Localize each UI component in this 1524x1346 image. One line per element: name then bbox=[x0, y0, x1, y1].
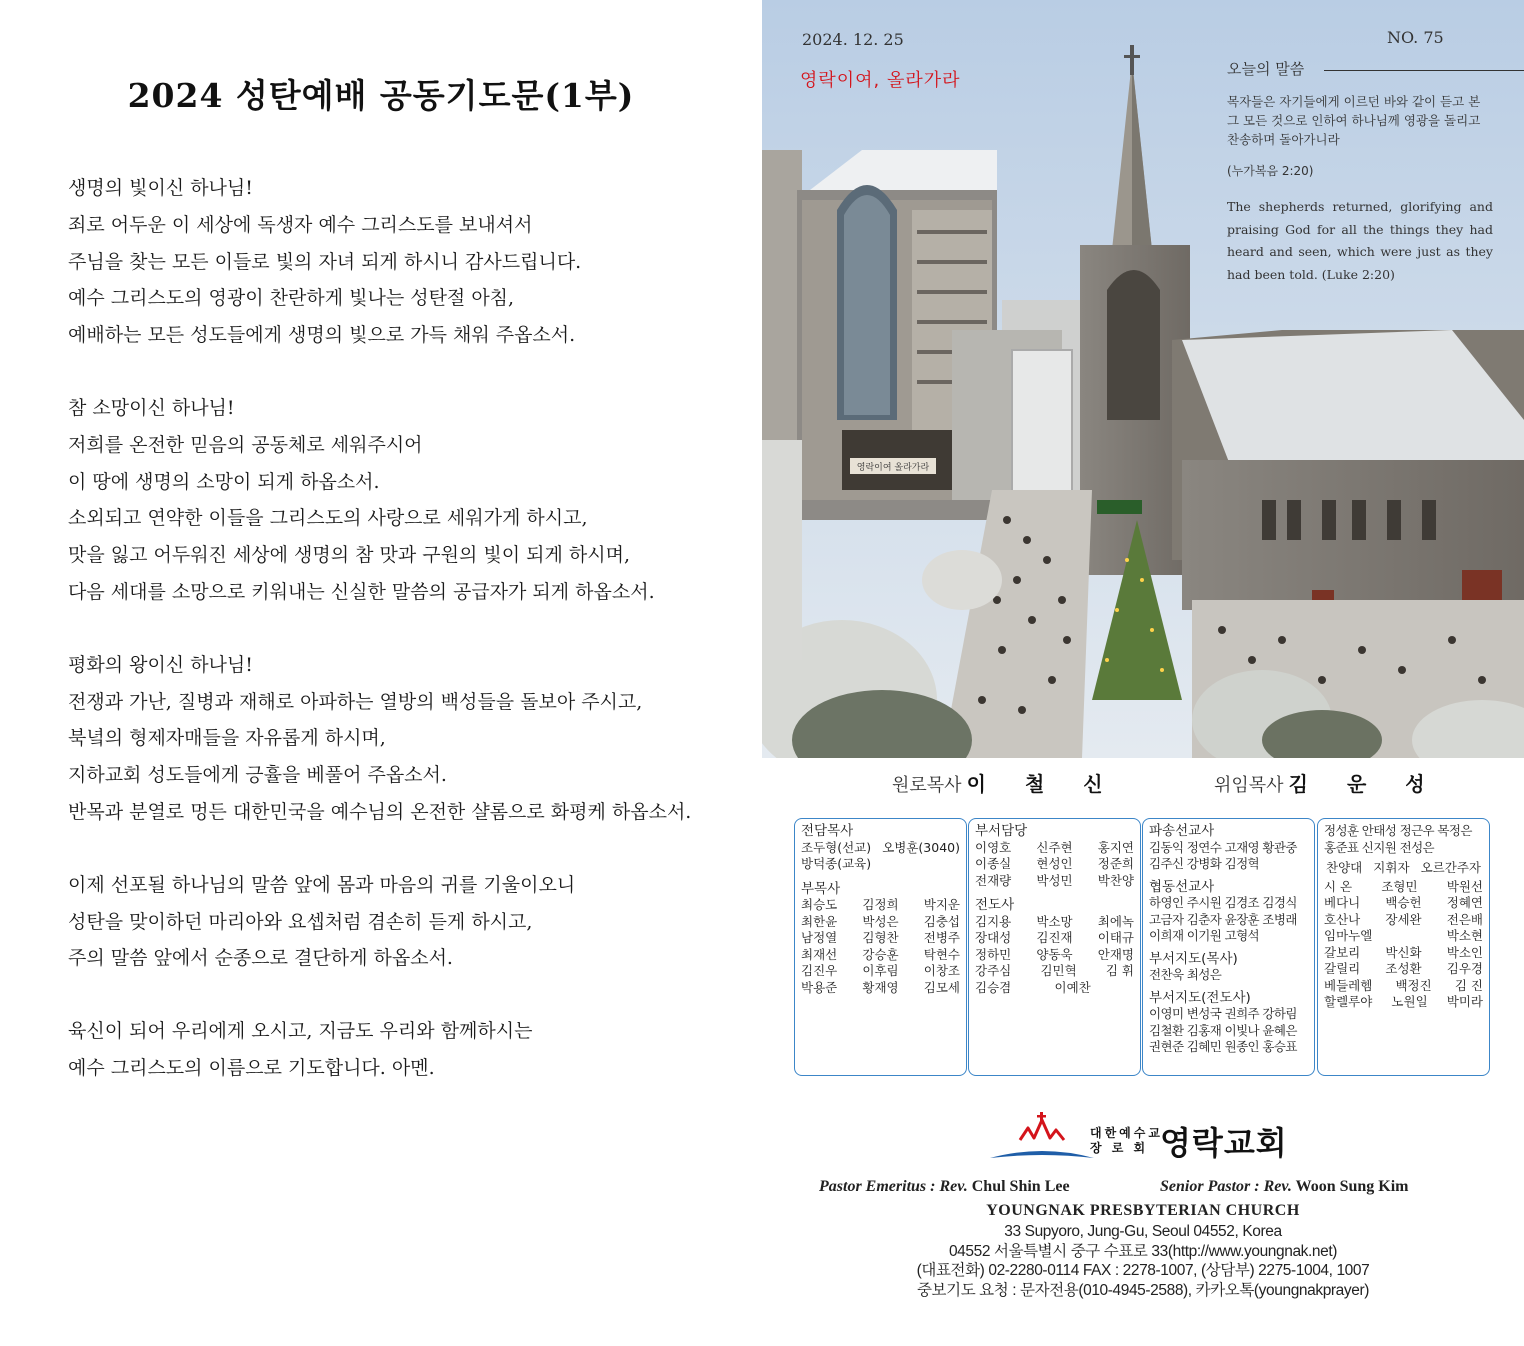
prayer-paragraph bbox=[68, 390, 748, 611]
pastors-line bbox=[762, 768, 1524, 800]
name-row bbox=[1324, 928, 1483, 945]
pastor-emeritus bbox=[892, 768, 1119, 797]
name-cell: 전재량 bbox=[975, 872, 1012, 888]
prayer-line: 주님을 찾는 모든 이들로 빛의 자녀 되게 하시니 감사드립니다. bbox=[68, 250, 582, 273]
name-cell: 김우경 bbox=[1446, 961, 1483, 976]
prayer-line: 예수 그리스도의 이름으로 기도합니다. 아멘. bbox=[68, 1056, 435, 1079]
name-cell: 전병주 bbox=[923, 930, 960, 945]
name-line: 하영인 주시원 김경조 김경식 bbox=[1149, 895, 1297, 910]
name-cell: 이영호 bbox=[975, 839, 1012, 855]
name-row bbox=[1324, 978, 1483, 995]
pastor-emeritus-role: 원로목사 bbox=[892, 775, 962, 796]
name-cell: 박원선 bbox=[1446, 878, 1483, 894]
name-cell: 전은배 bbox=[1446, 911, 1483, 927]
pastor-emeritus-name: 이 철 신 bbox=[966, 772, 1119, 796]
name-cell: 조두형(선교) bbox=[801, 839, 872, 855]
prayer-line: 예배하는 모든 성도들에게 생명의 빛으로 가득 채워 주옵소서. bbox=[68, 324, 576, 347]
name-cell: 김 진 bbox=[1454, 977, 1483, 993]
header-cell: 오르간주자 bbox=[1420, 860, 1481, 875]
box-heading: 협동선교사 bbox=[1149, 878, 1215, 895]
name-cell: 박용준 bbox=[801, 979, 838, 995]
church-motto: 영락이여, 올라가라 bbox=[800, 70, 961, 91]
prayer-line: 지하교회 성도들에게 긍휼을 베풀어 주옵소서. bbox=[68, 764, 447, 787]
name-cell: 정하민 bbox=[975, 946, 1012, 962]
name-cell: 황재영 bbox=[862, 979, 899, 995]
name-cell: 최승도 bbox=[801, 897, 838, 912]
name-cell: 안재명 bbox=[1097, 946, 1134, 962]
name-cell: 박찬양 bbox=[1097, 872, 1134, 888]
name-cell: 정혜연 bbox=[1446, 895, 1483, 910]
name-row bbox=[975, 980, 1134, 997]
name-row bbox=[975, 914, 1134, 931]
prayer-line: 생명의 빛이신 하나님! bbox=[68, 177, 253, 199]
name-cell: 탁현수 bbox=[923, 946, 960, 962]
name-row bbox=[801, 914, 960, 931]
name-line: 홍준표 신지원 전성은 bbox=[1324, 839, 1435, 855]
name-row bbox=[1324, 912, 1483, 929]
name-cell: 김모세 bbox=[923, 979, 960, 995]
prayer-line: 평화의 왕이신 하나님! bbox=[68, 653, 253, 676]
prayer-body bbox=[68, 170, 748, 1123]
additional-staff-list bbox=[1324, 823, 1483, 856]
header-cell: 지휘자 bbox=[1373, 860, 1410, 875]
name-cell: 김정희 bbox=[862, 897, 899, 912]
name-cell: 조성환 bbox=[1385, 961, 1422, 976]
name-row bbox=[801, 980, 960, 997]
name-row bbox=[1324, 961, 1483, 978]
name-cell: 김충섭 bbox=[923, 913, 960, 929]
name-cell: 박지운 bbox=[923, 897, 960, 912]
church-emblem-icon bbox=[982, 1110, 1102, 1170]
name-cell: 백승헌 bbox=[1385, 895, 1422, 910]
name-cell: 박소망 bbox=[1036, 913, 1073, 929]
name-cell: 노원일 bbox=[1391, 994, 1428, 1009]
denomination-label bbox=[1090, 1126, 1163, 1156]
box-heading: 부서지도(목사) bbox=[1149, 950, 1238, 967]
prayer-line: 죄로 어두운 이 세상에 독생자 예수 그리스도를 보내셔서 bbox=[68, 213, 533, 236]
denomination-line-1: 대한예수교 bbox=[1090, 1126, 1163, 1140]
name-cell: 김 휘 bbox=[1105, 963, 1134, 978]
name-cell: 이태규 bbox=[1097, 930, 1134, 945]
name-cell: 최한윤 bbox=[801, 913, 838, 929]
prayer-line: 맛을 잃고 어두워진 세상에 생명의 참 맛과 구원의 빛이 되게 하시며, bbox=[68, 544, 630, 567]
name-line: 고금자 김춘자 윤장훈 조병래 bbox=[1149, 911, 1297, 927]
prayer-line: 북녘의 형제자매들을 자유롭게 하시며, bbox=[68, 727, 386, 750]
box-heading: 전담목사 bbox=[801, 823, 854, 839]
verse-korean: 목자들은 자기들에게 이르던 바와 같이 듣고 본 그 모든 것으로 인하여 하나님께 영광을 돌리고 찬송하며 돌아가니라 bbox=[1227, 94, 1481, 147]
name-cell: 박소현 bbox=[1446, 928, 1483, 943]
prayer-line: 성탄을 맞이하던 마리아와 요셉처럼 겸손히 듣게 하시고, bbox=[68, 910, 533, 933]
name-cell: 이창조 bbox=[923, 963, 960, 978]
name-row bbox=[1324, 945, 1483, 962]
name-row bbox=[801, 963, 960, 980]
cooperating-missionary-list bbox=[1149, 895, 1308, 945]
name-line: 이희재 이기원 고형석 bbox=[1149, 928, 1260, 943]
name-cell: 장대성 bbox=[975, 930, 1012, 945]
choir-table-header bbox=[1324, 860, 1483, 877]
banner-text: 영락이여 올라가라 bbox=[856, 463, 930, 473]
choir-table bbox=[1324, 879, 1483, 1011]
name-cell: 최에녹 bbox=[1097, 913, 1134, 929]
name-line: 정성훈 안태성 정근우 목정은 bbox=[1324, 823, 1472, 838]
name-line: 김동익 정연수 고재영 황관중 bbox=[1149, 839, 1297, 855]
name-cell: 김진재 bbox=[1036, 930, 1073, 945]
name-row bbox=[801, 930, 960, 947]
prayer-line: 소외되고 연약한 이들을 그리스도의 사랑으로 세워가게 하시고, bbox=[68, 507, 588, 530]
name-row bbox=[1324, 895, 1483, 912]
name-cell: 남정열 bbox=[801, 930, 838, 945]
prayer-line: 저희를 온전한 믿음의 공동체로 세워주시어 bbox=[68, 433, 423, 456]
name-cell: 박성은 bbox=[862, 913, 899, 929]
name-cell: 베다니 bbox=[1324, 895, 1361, 910]
verse-english: The shepherds returned, glorifying and praising God for all the things they had heard and seen, which were just as they had been told. (Luke 2:20) bbox=[1227, 199, 1493, 282]
name-row bbox=[975, 963, 1134, 980]
name-line: 전찬욱 최성은 bbox=[1149, 967, 1222, 982]
name-row bbox=[1324, 994, 1483, 1011]
issue-number: NO. 75 bbox=[1387, 28, 1444, 47]
staff-box-choirs bbox=[1317, 818, 1490, 1076]
prayer-request-contact: 중보기도 요청 : 문자전용(010-4945-2588), 카카오톡(youngnakprayer) bbox=[916, 1281, 1369, 1299]
prayer-paragraph bbox=[68, 170, 748, 354]
staff-box-departments bbox=[968, 818, 1141, 1076]
name-cell: 김형찬 bbox=[862, 930, 899, 945]
name-cell: 백정진 bbox=[1395, 977, 1432, 993]
name-line: 권현준 김혜민 원종인 홍승표 bbox=[1149, 1039, 1297, 1054]
name-line: 김주신 강병화 김정혁 bbox=[1149, 856, 1260, 871]
name-cell: 김승겸 bbox=[975, 979, 1012, 995]
bulletin-date: 2024. 12. 25 bbox=[802, 30, 904, 49]
prayer-line: 다음 세대를 소망으로 키워내는 신실한 말씀의 공급자가 되게 하옵소서. bbox=[68, 580, 655, 603]
name-row bbox=[975, 873, 1134, 890]
name-cell: 갈릴리 bbox=[1324, 961, 1361, 976]
senior-pastor-role: 위임목사 bbox=[1214, 775, 1284, 796]
department-staff-list bbox=[975, 840, 1134, 890]
box-heading: 부목사 bbox=[801, 880, 841, 897]
name-cell: 강승훈 bbox=[862, 946, 899, 962]
box-heading: 부서지도(전도사) bbox=[1149, 989, 1251, 1006]
name-cell: 이예찬 bbox=[1054, 979, 1091, 995]
pastors-english bbox=[762, 1178, 1524, 1200]
verse-korean-reference: (누가복음 2:20) bbox=[1227, 164, 1314, 178]
name-cell: 정준희 bbox=[1097, 856, 1134, 871]
name-row bbox=[975, 856, 1134, 873]
prayer-title: 2024 성탄예배 공동기도문(1부) bbox=[127, 76, 635, 115]
name-cell: 이후림 bbox=[862, 963, 899, 978]
name-cell: 시 온 bbox=[1324, 878, 1353, 894]
footer bbox=[762, 1178, 1524, 1300]
name-cell: 강주심 bbox=[975, 963, 1012, 978]
staff-box-missionaries bbox=[1142, 818, 1315, 1076]
address-en: 33 Supyoro, Jung-Gu, Seoul 04552, Korea bbox=[1004, 1223, 1282, 1240]
name-row: 방덕종(교육) bbox=[801, 856, 872, 871]
box-heading: 전도사 bbox=[975, 897, 1015, 913]
name-cell: 이종실 bbox=[975, 856, 1012, 871]
name-cell: 박미라 bbox=[1446, 994, 1483, 1009]
church-name-en: YOUNGNAK PRESBYTERIAN CHURCH bbox=[986, 1202, 1300, 1219]
name-row bbox=[975, 947, 1134, 964]
verse-title: 오늘의 말씀 bbox=[1227, 60, 1305, 78]
name-cell: 조형민 bbox=[1381, 878, 1418, 894]
name-cell: 장세완 bbox=[1385, 911, 1422, 927]
box-heading: 부서담당 bbox=[975, 823, 1028, 839]
name-row bbox=[975, 840, 1134, 857]
name-cell: 김진우 bbox=[801, 963, 838, 978]
name-cell: 홍지연 bbox=[1097, 839, 1134, 855]
name-cell: 현성인 bbox=[1036, 856, 1073, 871]
name-cell: 최재선 bbox=[801, 946, 838, 962]
church-name: 영락교회 bbox=[1160, 1124, 1288, 1162]
associate-pastor-list bbox=[801, 897, 960, 996]
denomination-line-2: 장 로 회 bbox=[1090, 1141, 1149, 1155]
name-row bbox=[801, 840, 960, 857]
box-heading: 파송선교사 bbox=[1149, 823, 1215, 839]
prayer-line: 주의 말씀 앞에서 순종으로 결단하게 하옵소서. bbox=[68, 947, 453, 970]
name-cell: 박성민 bbox=[1036, 872, 1073, 888]
name-cell: 양동욱 bbox=[1036, 946, 1073, 962]
prayer-line: 이제 선포될 하나님의 말씀 앞에 몸과 마음의 귀를 기울이오니 bbox=[68, 873, 576, 896]
prayer-paragraph bbox=[68, 647, 748, 831]
address-ko: 04552 서울특별시 중구 수표로 33(http://www.youngnak.net) bbox=[948, 1242, 1338, 1260]
phone-numbers: (대표전화) 02-2280-0114 FAX : 2278-1007, (상담부) 2275-1004, 1007 bbox=[916, 1262, 1370, 1279]
prayer-paragraph bbox=[68, 867, 748, 977]
dept-guidance-evangelist-list bbox=[1149, 1006, 1308, 1056]
senior-pastor-name: 김 운 성 bbox=[1288, 772, 1441, 796]
staff-box-pastors bbox=[794, 818, 967, 1076]
senior-pastor-en: Senior Pastor : Rev. Woon Sung Kim bbox=[1160, 1178, 1409, 1195]
name-row bbox=[1324, 879, 1483, 896]
name-row bbox=[801, 947, 960, 964]
senior-pastor bbox=[1214, 768, 1441, 797]
bulletin-cover bbox=[762, 0, 1524, 1346]
name-line: 김철환 김홍재 이빛나 윤혜은 bbox=[1149, 1022, 1297, 1038]
prayer-line: 참 소망이신 하나님! bbox=[68, 396, 235, 419]
name-cell: 임마누엘 bbox=[1324, 928, 1373, 943]
missionary-list bbox=[1149, 840, 1308, 873]
name-row bbox=[801, 897, 960, 914]
dept-guidance-pastor-list bbox=[1149, 967, 1308, 984]
prayer-line: 반목과 분열로 멍든 대한민국을 예수님의 온전한 샬롬으로 화평케 하옵소서. bbox=[68, 800, 692, 823]
name-cell: 호산나 bbox=[1324, 911, 1361, 927]
verse-title-rule bbox=[1324, 70, 1524, 71]
prayer-line: 육신이 되어 우리에게 오시고, 지금도 우리와 함께하시는 bbox=[68, 1020, 533, 1043]
pastor-emeritus-en: Pastor Emeritus : Rev. Chul Shin Lee bbox=[819, 1178, 1070, 1195]
name-cell: 김지용 bbox=[975, 913, 1012, 929]
name-row bbox=[975, 930, 1134, 947]
name-cell: 오병훈(3040) bbox=[882, 839, 960, 855]
evangelist-list bbox=[975, 914, 1134, 997]
prayer-line: 전쟁과 가난, 질병과 재해로 아파하는 열방의 백성들을 돌보아 주시고, bbox=[68, 690, 643, 713]
name-cell: 박신화 bbox=[1385, 944, 1422, 960]
name-line: 이영미 변성국 권희주 강하림 bbox=[1149, 1006, 1297, 1021]
prayer-paragraph bbox=[68, 1013, 748, 1087]
name-cell: 갈보리 bbox=[1324, 944, 1361, 960]
name-cell: 신주현 bbox=[1036, 839, 1073, 855]
header-cell: 찬양대 bbox=[1326, 860, 1363, 875]
prayer-line: 예수 그리스도의 영광이 찬란하게 빛나는 성탄절 아침, bbox=[68, 287, 515, 310]
name-cell: 할렐루야 bbox=[1324, 994, 1373, 1009]
name-cell: 김민혁 bbox=[1040, 963, 1077, 978]
name-cell: 박소인 bbox=[1446, 944, 1483, 960]
prayer-line: 이 땅에 생명의 소망이 되게 하옵소서. bbox=[68, 470, 380, 493]
name-cell: 베들레헴 bbox=[1324, 977, 1373, 993]
